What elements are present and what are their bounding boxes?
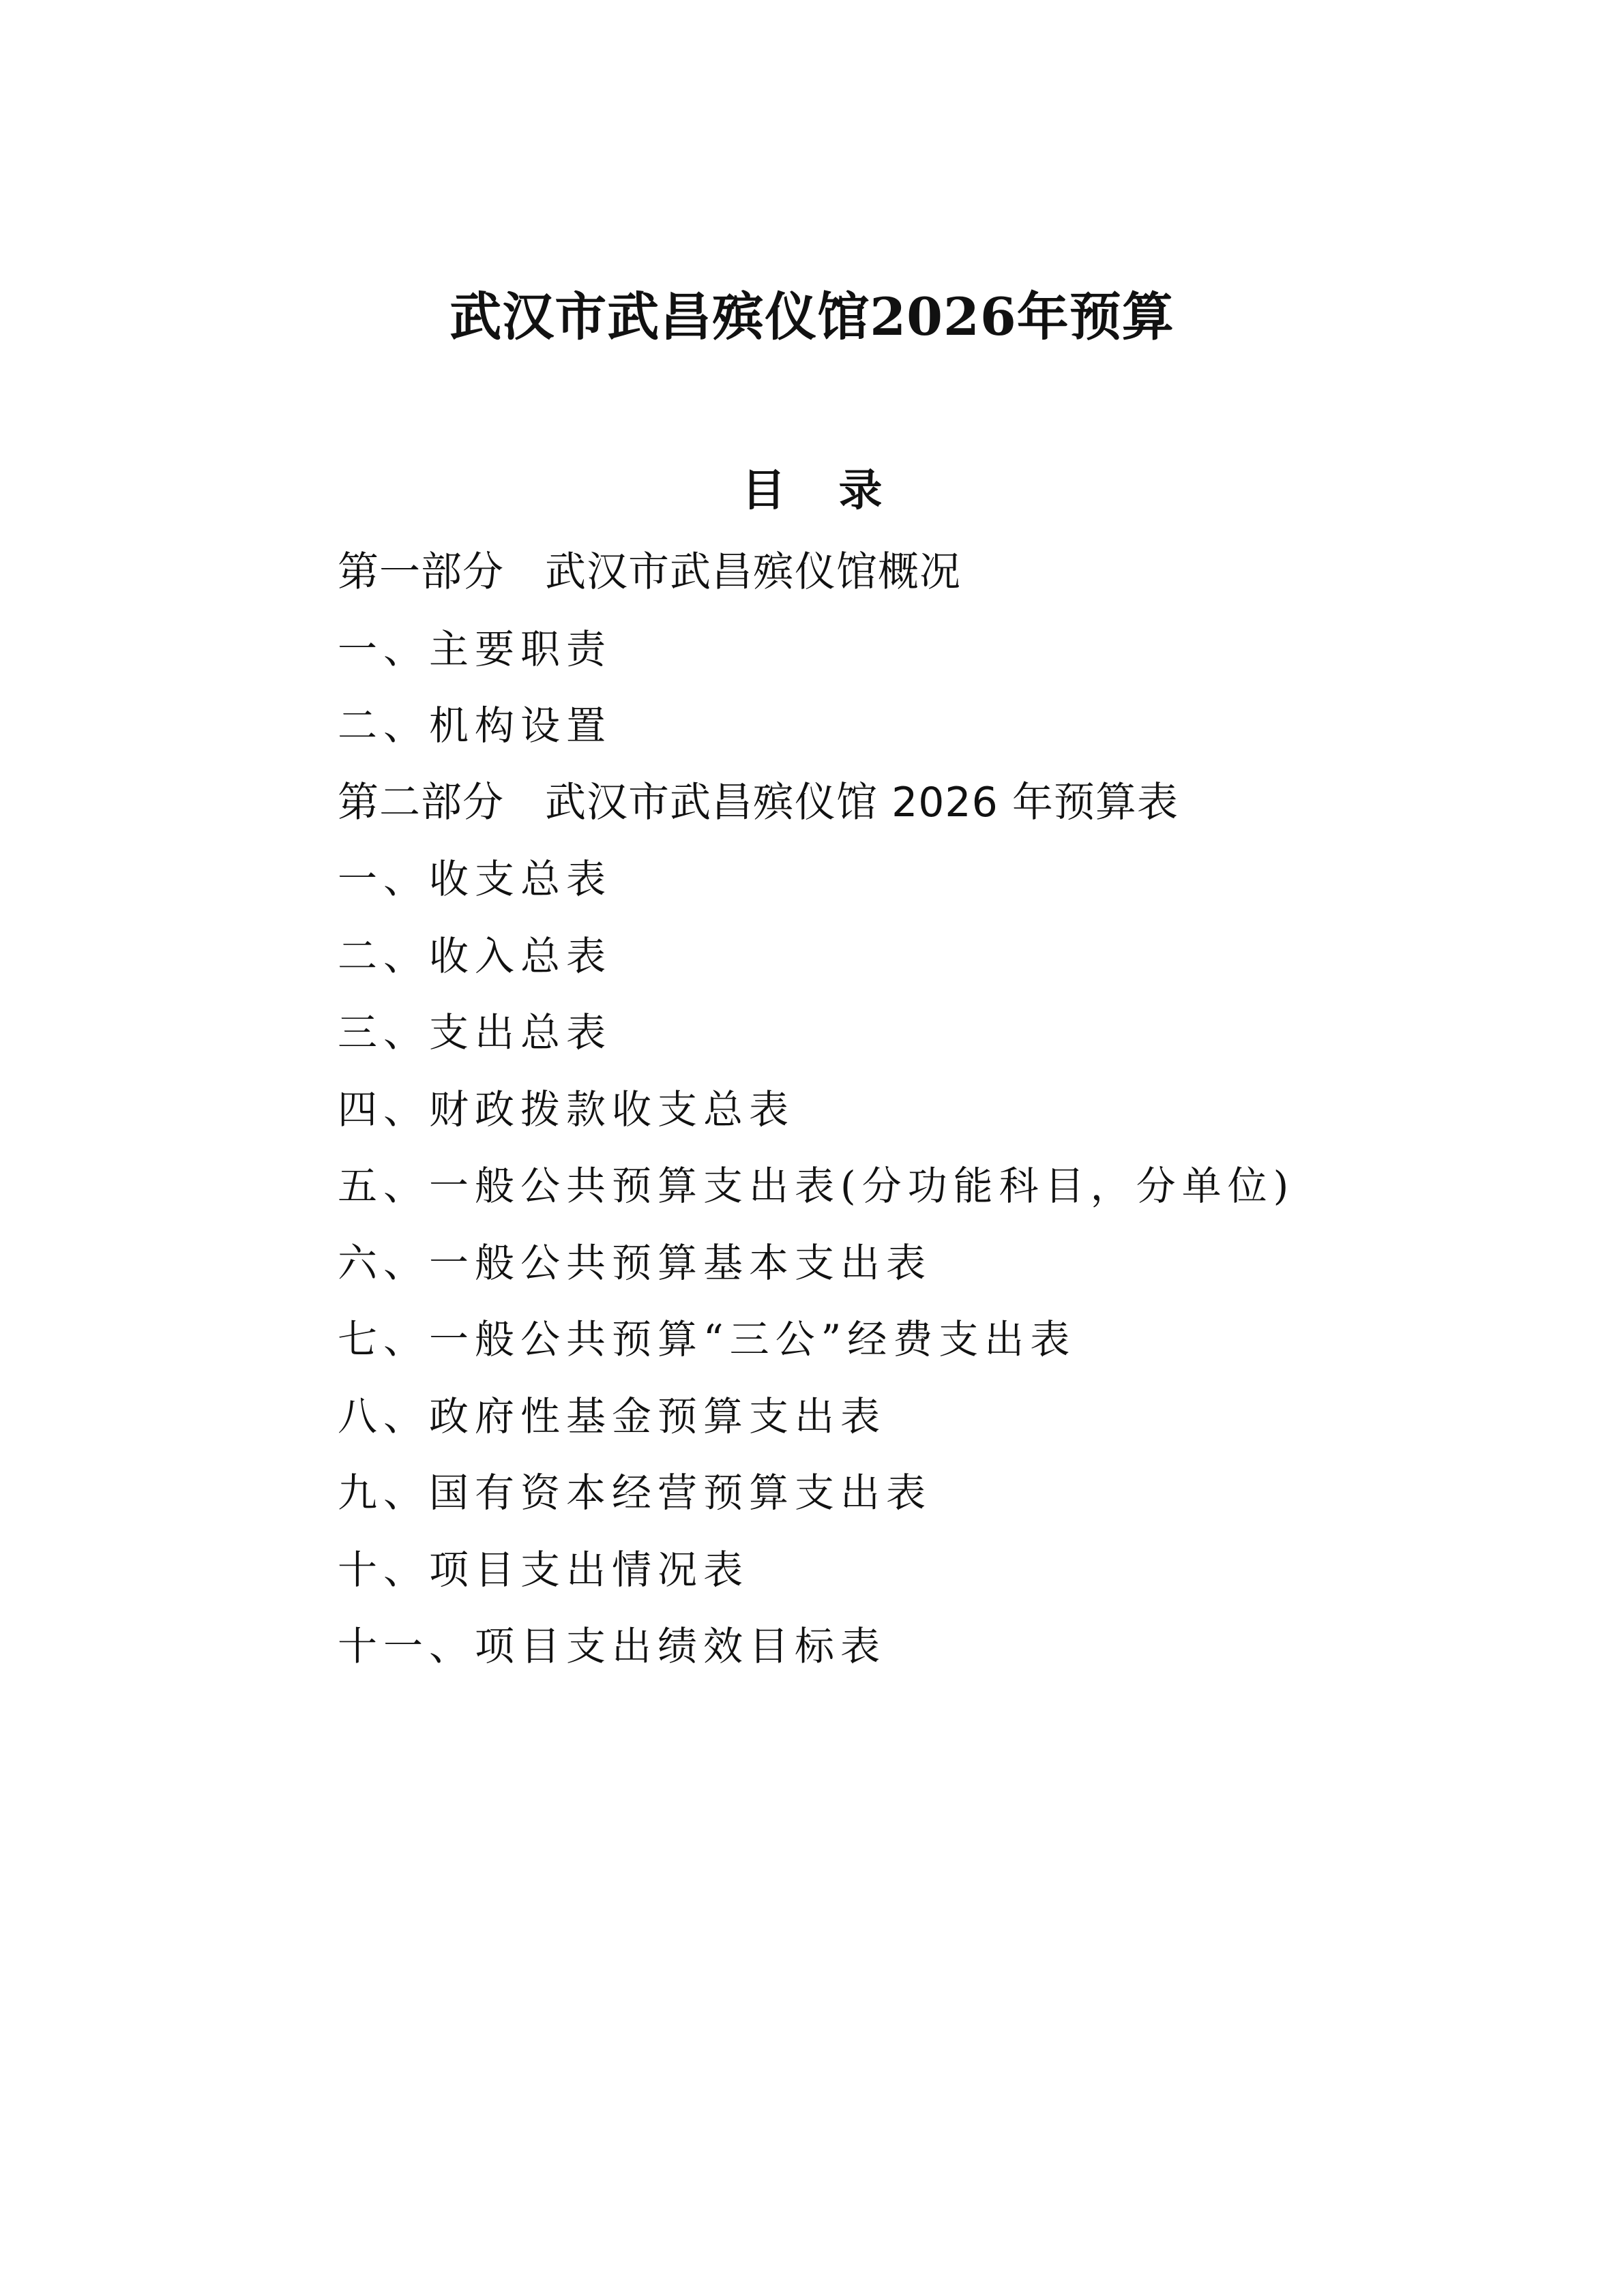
toc-item-state-capital[interactable]: 九、国有资本经营预算支出表 [338,1470,932,1516]
toc-part-title: 武汉市武昌殡仪馆 2026 年预算表 [545,778,1179,826]
toc-part-2[interactable] [338,764,1565,841]
toc-heading-char-2: 录 [838,466,883,516]
toc-item-three-public-expenses[interactable]: 七、一般公共预算“三公”经费支出表 [338,1316,1076,1362]
toc-part-1[interactable] [338,534,1565,611]
toc-item-fiscal-appropriation[interactable]: 四、财政拨款收支总表 [338,1086,795,1133]
toc-item-expense-summary[interactable]: 三、支出总表 [338,1009,612,1056]
toc-item-general-budget-expense[interactable]: 五、一般公共预算支出表(分功能科目，分单位) [338,1163,1295,1209]
toc-item-organization[interactable]: 二、机构设置 [338,702,612,749]
toc-item-government-fund[interactable]: 八、政府性基金预算支出表 [338,1392,887,1440]
document-title: 武汉市武昌殡仪馆2026年预算 [449,286,1175,347]
toc-heading [0,460,1624,522]
toc-part-title: 武汉市武昌殡仪馆概况 [545,548,961,596]
toc-heading-char-1: 目 [741,466,786,516]
toc-item-project-expense[interactable]: 十、项目支出情况表 [338,1546,750,1593]
table-of-contents [338,534,1565,1685]
toc-item-income-expense-summary[interactable]: 一、收支总表 [338,856,612,902]
toc-item-income-summary[interactable]: 二、收入总表 [338,932,612,979]
toc-part-label: 第二部分 [338,778,504,826]
toc-item-general-budget-basic[interactable]: 六、一般公共预算基本支出表 [338,1239,932,1286]
toc-item-project-performance[interactable]: 十一、项目支出绩效目标表 [338,1623,887,1669]
toc-part-label: 第一部分 [338,548,504,596]
toc-item-main-duties[interactable]: 一、主要职责 [338,625,612,672]
